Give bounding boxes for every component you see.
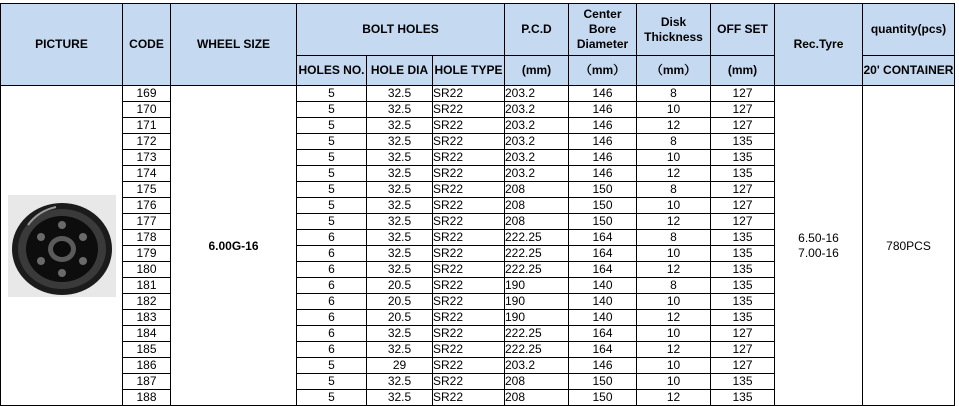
cell-pcd: 222.25	[505, 262, 569, 278]
rec-tyre-size: 7.00-16	[798, 245, 839, 260]
cell-offset: 127	[711, 214, 775, 230]
cell-code: 170	[123, 102, 171, 118]
cell-code: 182	[123, 294, 171, 310]
cell-hole-type: SR22	[433, 326, 505, 342]
cell-center-bore: 150	[569, 214, 637, 230]
cell-disk-thickness: 12	[637, 342, 711, 358]
cell-hole-dia: 29	[367, 358, 433, 374]
cell-holes-no: 6	[297, 294, 367, 310]
header-wheel-size: WHEEL SIZE	[171, 4, 297, 86]
cell-hole-dia: 32.5	[367, 198, 433, 214]
cell-hole-dia: 32.5	[367, 102, 433, 118]
cell-holes-no: 5	[297, 118, 367, 134]
cell-center-bore: 150	[569, 198, 637, 214]
cell-code: 181	[123, 278, 171, 294]
cell-hole-dia: 32.5	[367, 86, 433, 102]
cell-offset: 135	[711, 374, 775, 390]
cell-hole-type: SR22	[433, 182, 505, 198]
cell-code: 175	[123, 182, 171, 198]
header-bolt-holes: BOLT HOLES	[297, 4, 505, 56]
cell-disk-thickness: 8	[637, 230, 711, 246]
cell-pcd: 203.2	[505, 166, 569, 182]
cell-offset: 135	[711, 166, 775, 182]
cell-pcd: 203.2	[505, 86, 569, 102]
cell-wheel-size: 6.00G-16	[171, 86, 297, 406]
cell-hole-dia: 32.5	[367, 390, 433, 406]
cell-code: 173	[123, 150, 171, 166]
cell-hole-type: SR22	[433, 294, 505, 310]
cell-holes-no: 5	[297, 374, 367, 390]
cell-disk-thickness: 12	[637, 390, 711, 406]
cell-hole-type: SR22	[433, 358, 505, 374]
cell-disk-thickness: 10	[637, 150, 711, 166]
cell-pcd: 208	[505, 374, 569, 390]
cell-code: 185	[123, 342, 171, 358]
cell-holes-no: 5	[297, 214, 367, 230]
cell-hole-dia: 20.5	[367, 310, 433, 326]
cell-hole-type: SR22	[433, 102, 505, 118]
cell-offset: 127	[711, 198, 775, 214]
cell-hole-type: SR22	[433, 118, 505, 134]
header-offset: OFF SET	[711, 4, 775, 56]
cell-holes-no: 5	[297, 358, 367, 374]
cell-holes-no: 6	[297, 342, 367, 358]
cell-code: 169	[123, 86, 171, 102]
cell-holes-no: 5	[297, 166, 367, 182]
cell-code: 176	[123, 198, 171, 214]
cell-hole-dia: 32.5	[367, 166, 433, 182]
cell-pcd: 190	[505, 310, 569, 326]
cell-offset: 127	[711, 182, 775, 198]
cell-pcd: 208	[505, 182, 569, 198]
header-holes-no: HOLES NO.	[297, 56, 367, 86]
cell-code: 178	[123, 230, 171, 246]
cell-disk-thickness: 10	[637, 102, 711, 118]
cell-code: 179	[123, 246, 171, 262]
cell-center-bore: 164	[569, 246, 637, 262]
cell-offset: 135	[711, 230, 775, 246]
cell-pcd: 203.2	[505, 102, 569, 118]
cell-center-bore: 150	[569, 182, 637, 198]
cell-offset: 127	[711, 326, 775, 342]
cell-disk-thickness: 10	[637, 358, 711, 374]
cell-center-bore: 146	[569, 86, 637, 102]
cell-offset: 135	[711, 310, 775, 326]
cell-center-bore: 146	[569, 102, 637, 118]
cell-pcd: 190	[505, 294, 569, 310]
cell-offset: 127	[711, 358, 775, 374]
cell-hole-dia: 32.5	[367, 342, 433, 358]
cell-pcd: 208	[505, 390, 569, 406]
cell-hole-type: SR22	[433, 198, 505, 214]
cell-center-bore: 140	[569, 310, 637, 326]
cell-code: 180	[123, 262, 171, 278]
cell-pcd: 222.25	[505, 230, 569, 246]
cell-code: 171	[123, 118, 171, 134]
cell-hole-dia: 32.5	[367, 230, 433, 246]
cell-offset: 135	[711, 246, 775, 262]
cell-disk-thickness: 8	[637, 86, 711, 102]
cell-disk-thickness: 12	[637, 310, 711, 326]
cell-center-bore: 146	[569, 134, 637, 150]
cell-hole-dia: 32.5	[367, 374, 433, 390]
wheel-spec-table	[0, 3, 955, 406]
cell-disk-thickness: 8	[637, 134, 711, 150]
wheel-rim-icon	[8, 195, 116, 297]
cell-disk-thickness: 12	[637, 166, 711, 182]
cell-disk-thickness: 12	[637, 262, 711, 278]
cell-center-bore: 150	[569, 374, 637, 390]
cell-hole-dia: 32.5	[367, 118, 433, 134]
cell-hole-dia: 32.5	[367, 134, 433, 150]
cell-disk-thickness: 12	[637, 214, 711, 230]
cell-hole-type: SR22	[433, 262, 505, 278]
cell-disk-thickness: 8	[637, 278, 711, 294]
header-hole-dia: HOLE DIA	[367, 56, 433, 86]
cell-holes-no: 5	[297, 150, 367, 166]
cell-holes-no: 6	[297, 326, 367, 342]
cell-pcd: 203.2	[505, 118, 569, 134]
cell-pcd: 203.2	[505, 358, 569, 374]
cell-holes-no: 5	[297, 198, 367, 214]
header-picture: PICTURE	[1, 4, 123, 86]
cell-hole-type: SR22	[433, 278, 505, 294]
cell-offset: 135	[711, 390, 775, 406]
header-center-bore-unit: （mm）	[569, 56, 637, 86]
cell-disk-thickness: 10	[637, 294, 711, 310]
cell-holes-no: 6	[297, 246, 367, 262]
cell-code: 186	[123, 358, 171, 374]
cell-pcd: 208	[505, 198, 569, 214]
cell-pcd: 222.25	[505, 326, 569, 342]
cell-offset: 127	[711, 342, 775, 358]
cell-rec-tyre	[775, 86, 863, 406]
header-pcd-unit: (mm)	[505, 56, 569, 86]
cell-code: 174	[123, 166, 171, 182]
cell-hole-type: SR22	[433, 86, 505, 102]
cell-offset: 127	[711, 86, 775, 102]
cell-offset: 135	[711, 278, 775, 294]
header-row-main	[1, 4, 955, 56]
cell-hole-dia: 20.5	[367, 294, 433, 310]
cell-hole-type: SR22	[433, 374, 505, 390]
cell-hole-type: SR22	[433, 230, 505, 246]
cell-pcd: 203.2	[505, 150, 569, 166]
cell-hole-type: SR22	[433, 246, 505, 262]
cell-center-bore: 150	[569, 390, 637, 406]
cell-hole-type: SR22	[433, 342, 505, 358]
cell-offset: 135	[711, 262, 775, 278]
cell-hole-dia: 32.5	[367, 182, 433, 198]
cell-center-bore: 164	[569, 230, 637, 246]
rec-tyre-size: 6.50-16	[798, 230, 839, 245]
cell-hole-dia: 32.5	[367, 326, 433, 342]
cell-hole-dia: 32.5	[367, 214, 433, 230]
cell-code: 183	[123, 310, 171, 326]
cell-hole-type: SR22	[433, 310, 505, 326]
cell-hole-dia: 32.5	[367, 262, 433, 278]
header-offset-unit: (mm)	[711, 56, 775, 86]
cell-hole-dia: 32.5	[367, 150, 433, 166]
cell-center-bore: 164	[569, 326, 637, 342]
cell-hole-type: SR22	[433, 134, 505, 150]
cell-pcd: 222.25	[505, 246, 569, 262]
header-hole-type: HOLE TYPE	[433, 56, 505, 86]
cell-center-bore: 146	[569, 150, 637, 166]
cell-hole-type: SR22	[433, 150, 505, 166]
cell-quantity: 780PCS	[863, 86, 955, 406]
cell-offset: 127	[711, 102, 775, 118]
cell-offset: 127	[711, 118, 775, 134]
header-container: 20' CONTAINER	[863, 56, 955, 86]
cell-pcd: 203.2	[505, 134, 569, 150]
cell-pcd: 190	[505, 278, 569, 294]
header-quantity: quantity(pcs)	[863, 4, 955, 56]
cell-hole-dia: 32.5	[367, 246, 433, 262]
cell-code: 188	[123, 390, 171, 406]
cell-pcd: 222.25	[505, 342, 569, 358]
cell-center-bore: 164	[569, 262, 637, 278]
header-disk-unit: （mm）	[637, 56, 711, 86]
header-pcd: P.C.D	[505, 4, 569, 56]
cell-disk-thickness: 10	[637, 198, 711, 214]
cell-hole-type: SR22	[433, 166, 505, 182]
header-rec-tyre: Rec.Tyre	[775, 4, 863, 86]
cell-pcd: 208	[505, 214, 569, 230]
cell-hole-type: SR22	[433, 390, 505, 406]
cell-holes-no: 5	[297, 86, 367, 102]
cell-disk-thickness: 8	[637, 182, 711, 198]
cell-holes-no: 5	[297, 390, 367, 406]
wheel-picture-cell	[1, 86, 123, 406]
cell-hole-type: SR22	[433, 214, 505, 230]
cell-offset: 135	[711, 134, 775, 150]
cell-offset: 135	[711, 294, 775, 310]
cell-holes-no: 6	[297, 278, 367, 294]
cell-disk-thickness: 10	[637, 374, 711, 390]
cell-disk-thickness: 12	[637, 118, 711, 134]
cell-code: 184	[123, 326, 171, 342]
cell-offset: 135	[711, 150, 775, 166]
cell-disk-thickness: 10	[637, 246, 711, 262]
cell-center-bore: 140	[569, 278, 637, 294]
cell-holes-no: 5	[297, 134, 367, 150]
cell-holes-no: 6	[297, 262, 367, 278]
header-center-bore: Center Bore Diameter	[569, 4, 637, 56]
cell-holes-no: 6	[297, 230, 367, 246]
cell-center-bore: 164	[569, 342, 637, 358]
header-code: CODE	[123, 4, 171, 86]
cell-code: 172	[123, 134, 171, 150]
cell-hole-dia: 20.5	[367, 278, 433, 294]
cell-holes-no: 5	[297, 182, 367, 198]
cell-holes-no: 5	[297, 102, 367, 118]
cell-center-bore: 146	[569, 166, 637, 182]
cell-disk-thickness: 10	[637, 326, 711, 342]
cell-center-bore: 146	[569, 358, 637, 374]
cell-code: 187	[123, 374, 171, 390]
cell-center-bore: 146	[569, 118, 637, 134]
header-disk-thickness: Disk Thickness	[637, 4, 711, 56]
cell-code: 177	[123, 214, 171, 230]
table-row	[1, 86, 955, 102]
cell-center-bore: 140	[569, 294, 637, 310]
cell-holes-no: 6	[297, 310, 367, 326]
